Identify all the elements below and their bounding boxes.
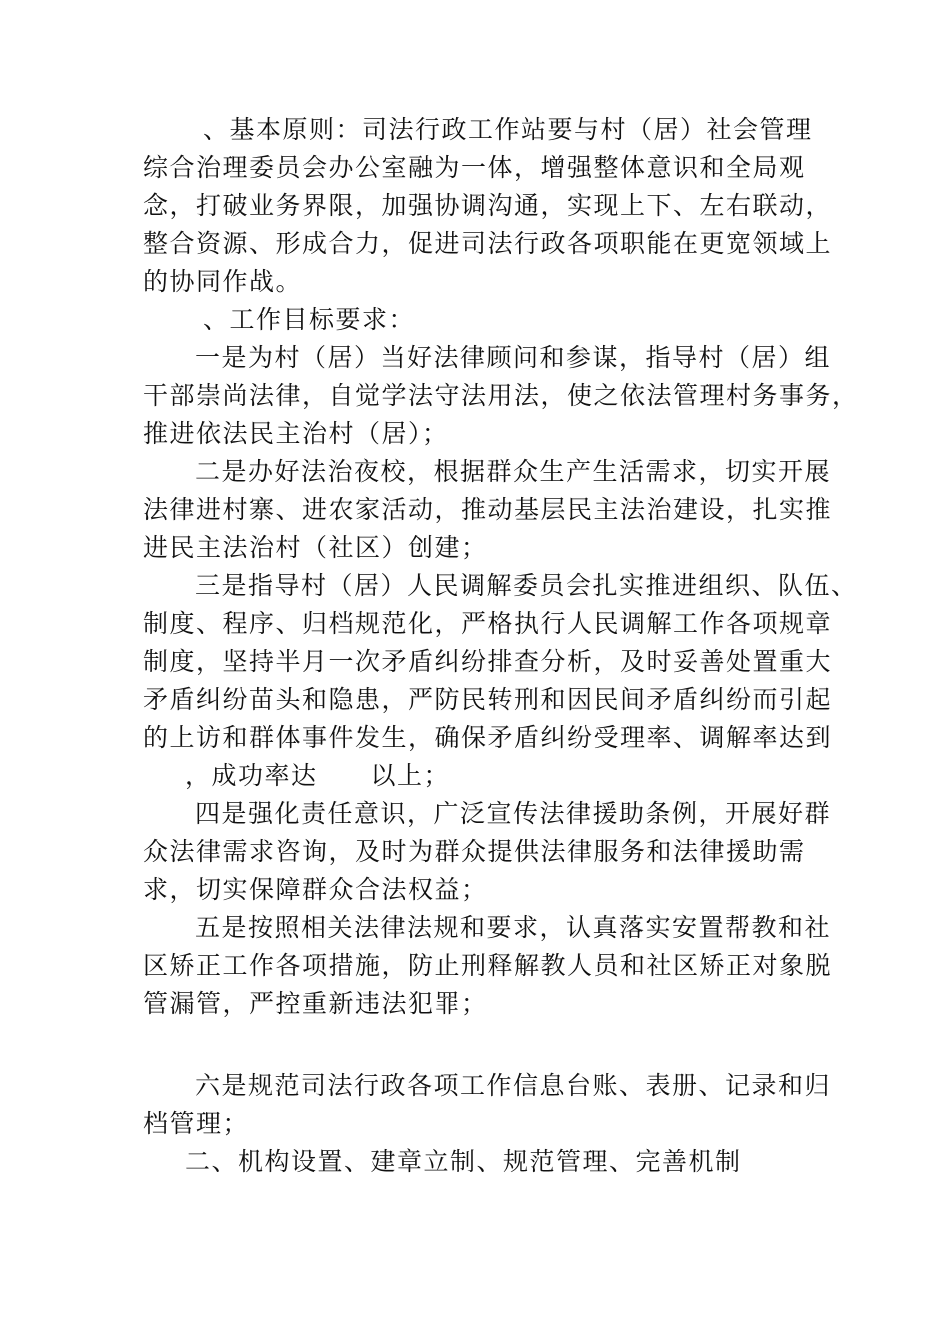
text-line: 二是办好法治夜校，根据群众生产生活需求，切实开展: [195, 457, 832, 486]
text-line: 整合资源、形成合力，促进司法行政各项职能在更宽领域上: [143, 229, 833, 258]
text-line: 求，切实保障群众合法权益；: [143, 875, 488, 904]
text-line: 推进依法民主治村（居）；: [143, 419, 449, 448]
text-line: 档管理；: [143, 1109, 250, 1138]
text-line: 一是为村（居）当好法律顾问和参谋，指导村（居）组: [195, 343, 832, 372]
text-line: ，成功率达 以上；: [185, 761, 451, 790]
text-line: 区矫正工作各项措施，防止刑释解教人员和社区矫正对象脱: [143, 951, 833, 980]
text-line: 矛盾纠纷苗头和隐患，严防民转刑和因民间矛盾纠纷而引起: [143, 685, 833, 714]
text-line: 管漏管，严控重新违法犯罪；: [143, 989, 488, 1018]
section-heading: 二、机构设置、建章立制、规范管理、完善机制: [185, 1147, 742, 1176]
text-line: 制度、程序、归档规范化，严格执行人民调解工作各项规章: [143, 609, 833, 638]
text-line: 六是规范司法行政各项工作信息台账、表册、记录和归: [195, 1071, 832, 1100]
text-line: 五是按照相关法律法规和要求，认真落实安置帮教和社: [195, 913, 832, 942]
text-line: 众法律需求咨询，及时为群众提供法律服务和法律援助需: [143, 837, 806, 866]
text-line: 干部崇尚法律，自觉学法守法用法，使之依法管理村务事务，: [143, 381, 859, 410]
text-line: 法律进村寨、进农家活动，推动基层民主法治建设，扎实推: [143, 495, 833, 524]
text-line: 三是指导村（居）人民调解委员会扎实推进组织、队伍、: [195, 571, 858, 600]
text-line: 四是强化责任意识，广泛宣传法律援助条例，开展好群: [195, 799, 832, 828]
text-line: 的上访和群体事件发生，确保矛盾纠纷受理率、调解率达到: [143, 723, 833, 752]
text-line: 进民主法治村（社区）创建；: [143, 533, 488, 562]
section-heading: 、工作目标要求：: [203, 305, 416, 334]
text-line: 综合治理委员会办公室融为一体，增强整体意识和全局观: [143, 153, 806, 182]
text-line: 、基本原则：司法行政工作站要与村（居）社会管理: [203, 115, 813, 144]
text-line: 制度，坚持半月一次矛盾纠纷排查分析，及时妥善处置重大: [143, 647, 833, 676]
text-line: 的协同作战。: [143, 267, 303, 296]
text-line: 念，打破业务界限，加强协调沟通，实现上下、左右联动，: [143, 191, 833, 220]
